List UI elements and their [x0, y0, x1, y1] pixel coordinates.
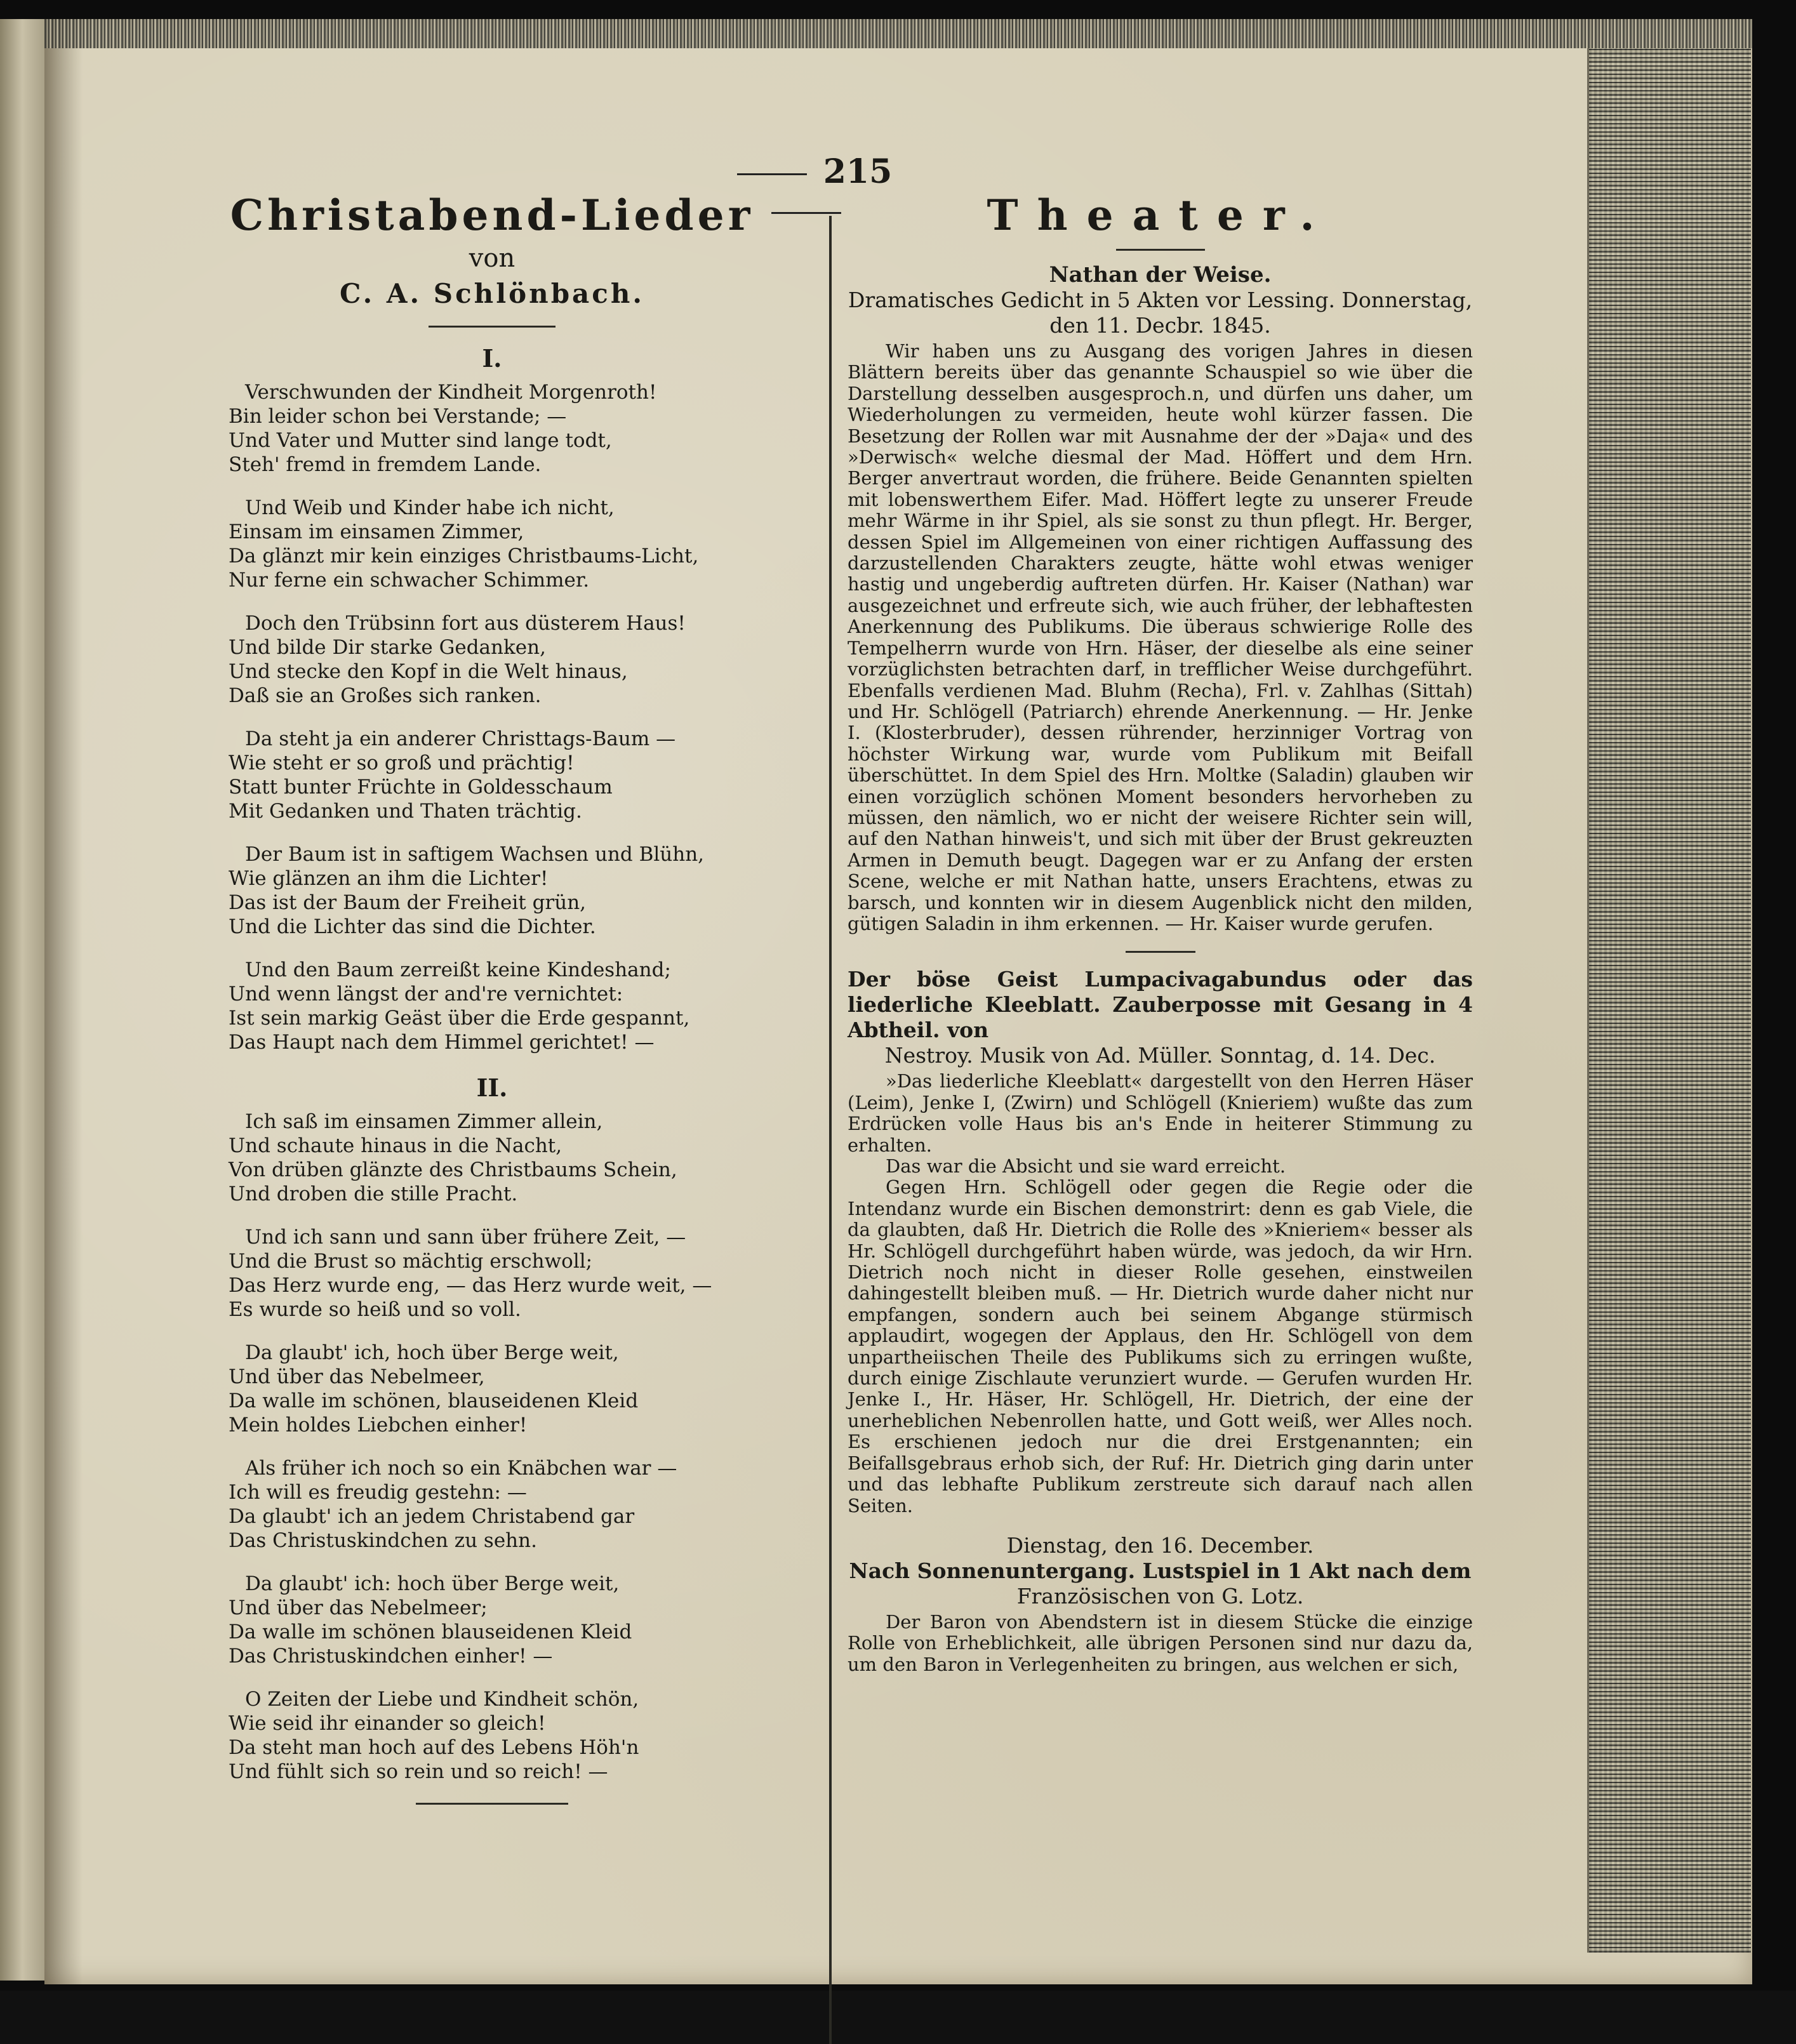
poem-verse-line: Mein holdes Liebchen einher! [229, 1414, 528, 1437]
title-rule [429, 326, 555, 328]
column-divider [829, 216, 832, 2044]
poem-end-rule [416, 1803, 568, 1805]
poem-stanza [229, 1110, 755, 1206]
review-nathan-body [848, 341, 1473, 934]
poem-verse-line: Und Weib und Kinder habe ich nicht, [245, 496, 615, 519]
poem-verse-line: Als früher ich noch so ein Knäbchen war — [245, 1457, 677, 1480]
review-sonnenuntergang [848, 1533, 1473, 1675]
review-paragraph: Gegen Hrn. Schlögell oder gegen die Regie oder die Intendanz wurde ein Bischen demonstrirt: denn es gab Viele, die da glaubten, daß Hr. Dietrich die Rolle des »Knieriem« besser als Hr. Schlögell durchgeführt haben würde, was jedoch, da wir Hrn. Dietrich noch nicht in dieser Rolle gesehen, einstweilen dahingestellt bleiben muß. — Hr. Dietrich wurde daher nicht nur empfangen, sondern auch bei seinem Abgange stürmisch applaudirt, wogegen der Applaus, den Hr. Schlögell von dem unpartheiischen Theile des Publikums sich zu erringen wußte, durch einige Zischlaute verunziert wurde. — Gerufen wurden Hr. Jenke I., Hr. Häser, Hr. Schlögell, Hr. Dietrich, der eine der unerheblichen Nebenrollen hatte, und Gott weiß, wer Alles noch. Es erschienen jedoch nur die drei Erstgenannten; ein Beifallsgebraus erhob sich, der Ruf: Hr. Dietrich ging darin unter und das lebhafte Publikum zerstreute sich darauf nach allen Seiten. [848, 1176, 1473, 1516]
review-sonnenuntergang-heading: Nach Sonnenuntergang. Lustspiel in 1 Akt nach dem [849, 1558, 1472, 1583]
poem-verse-line: Nur ferne ein schwacher Schimmer. [229, 569, 590, 592]
poem-stanza [229, 1687, 755, 1784]
poem-verse-line: Und den Baum zerreißt keine Kindeshand; [245, 959, 671, 981]
poem-verse-line: Wie seid ihr einander so gleich! [229, 1712, 546, 1735]
poem-verse-line: Das Herz wurde eng, — das Herz wurde weit, — [229, 1274, 712, 1297]
poem-verse-line: Und die Brust so mächtig erschwoll; [229, 1250, 593, 1273]
poem-verse-line: Da walle im schönen blauseidenen Kleid [229, 1621, 632, 1643]
review-lumpaci-heading-cont: Nestroy. Musik von Ad. Müller. Sonntag, d. 14. Dec. [884, 1043, 1436, 1068]
poem-section-numeral: II. [476, 1073, 508, 1102]
review-sonnenuntergang-heading-cont: Französischen von G. Lotz. [1016, 1583, 1304, 1609]
review-nathan-subtitle: Dramatisches Gedicht in 5 Akten vor Lessing. Donnerstag, [848, 288, 1473, 312]
page-number: 215 [673, 152, 940, 230]
poem-verse-line: Und über das Nebelmeer; [229, 1596, 488, 1619]
review-paragraph: Das war die Absicht und sie ward erreicht. [886, 1155, 1286, 1177]
poem-verse-line: Steh' fremd in fremdem Lande. [229, 453, 542, 476]
poem-verse-line: Das Christuskindchen zu sehn. [229, 1529, 537, 1552]
poem-title: Christabend-Lieder [230, 190, 754, 240]
poem-verse-line: Und ich sann und sann über frühere Zeit, — [245, 1226, 686, 1249]
poem-verse-line: Ist sein markig Geäst über die Erde gespannt, [229, 1007, 690, 1030]
review-sonnenuntergang-date: Dienstag, den 16. December. [1006, 1532, 1314, 1558]
theater-title: Theater. [987, 190, 1334, 240]
page-number-dash-left [737, 173, 807, 175]
review-divider [1126, 951, 1195, 953]
poem-verse-line: Das Christuskindchen einher! — [229, 1645, 553, 1668]
review-paragraph: Wir haben uns zu Ausgang des vorigen Jahres in diesen Blättern bereits über das genannte Schauspiel so wie über die Darstellung desselben ausgesproch.n, und dürfen uns daher, um Wiederholungen zu vermeiden, heute wohl kürzer fassen. Die Besetzung der Rollen war mit Ausnahme der der »Daja« und des »Derwisch« welche diesmal der Mad. Höffert und dem Hrn. Berger anvertraut worden, die frühere. Beide Genannten spielten mit lobenswerthem Eifer. Mad. Höffert legte zu unserer Freude mehr Wärme in ihr Spiel, als sie sonst zu thun pflegt. Hr. Berger, dessen Spiel im Allgemeinen von einer richtigen Auffassung des darzustellenden Charakters zeugte, hätte wohl etwas weniger hastig und ungeberdig auftreten dürfen. Hr. Kaiser (Nathan) war ausgezeichnet und erfreute sich, wie auch früher, der lebhaftesten Anerkennung des Publikums. Die überaus schwierige Rolle des Tempelherrn wurde von Hrn. Häser, der dieselbe als eine seiner vorzüglichsten betrachten darf, in trefflicher Weise durchgeführt. Ebenfalls verdienen Mad. Bluhm (Recha), Frl. v. Zahlhas (Sittah) und Hr. Schlögell (Patriarch) ehrende Anerkennung. — Hr. Jenke I. (Klosterbruder), dessen rührender, herzinniger Vortrag von höchster Wirkung war, wurde vom Publikum mit Beifall überschüttet. In dem Spiel des Hrn. Moltke (Saladin) glauben wir einen vorzüglich schönen Moment besonders hervorheben zu müssen, den nämlich, wo er nicht der weisere Richter sein will, auf den Nathan hinweis't, und sich mit über der Brust gekreuzten Armen in Demuth beugt. Dagegen war er zu Anfang der ersten Scene, welche er mit Nathan hatte, unsers Erachtens, etwas zu barsch, und konnten wir in diesem Augenblick nicht den milden, gütigen Saladin in ihm erkennen. — Hr. Kaiser wurde gerufen. [848, 340, 1473, 934]
poem-stanza [229, 380, 755, 477]
poem-stanza [229, 611, 755, 708]
poem-verse-line: O Zeiten der Liebe und Kindheit schön, [245, 1688, 639, 1711]
poem-verse-line: Wie steht er so groß und prächtig! [229, 752, 575, 774]
poem-stanza [229, 1225, 755, 1322]
poem-stanza [229, 842, 755, 939]
review-nathan-title: Nathan der Weise. [1049, 262, 1272, 288]
poem-verse-line: Und fühlt sich so rein und so reich! — [229, 1760, 608, 1783]
poem-verse-line: Einsam im einsamen Zimmer, [229, 521, 524, 543]
page-number-dash-right [771, 212, 841, 214]
poem-verse-line: Da steht ja ein anderer Christtags-Baum — [245, 727, 676, 750]
poem-verse-line: Daß sie an Großes sich ranken. [229, 684, 542, 707]
poem-verse-line: Verschwunden der Kindheit Morgenroth! [245, 381, 657, 404]
byline-von: von [469, 244, 516, 273]
poem-verse-line: Das ist der Baum der Freiheit grün, [229, 891, 587, 914]
poem-verse-line: Ich will es freudig gestehn: — [229, 1481, 527, 1504]
poem-verse-line: Es wurde so heiß und so voll. [229, 1298, 521, 1321]
review-nathan [848, 262, 1473, 934]
poem-stanza [229, 958, 755, 1054]
poem-verse-line: Doch den Trübsinn fort aus düsterem Haus! [245, 612, 686, 635]
poem-stanza [229, 1572, 755, 1668]
review-lumpaci [848, 967, 1473, 1516]
poem-verse-line: Und Vater und Mutter sind lange todt, [229, 429, 612, 452]
poem-verse-line: Und die Lichter das sind die Dichter. [229, 915, 596, 938]
poem-verse-line: Statt bunter Früchte in Goldesschaum [229, 776, 613, 799]
poem-verse-line: Da walle im schönen, blauseidenen Kleid [229, 1390, 639, 1412]
poem-verse-line: Und droben die stille Pracht. [229, 1183, 518, 1205]
poem-verse-line: Von drüben glänzte des Christbaums Schein, [229, 1158, 677, 1181]
poem-verse-line: Da glaubt' ich: hoch über Berge weit, [245, 1572, 620, 1595]
review-paragraph: »Das liederliche Kleeblatt« dargestellt von den Herren Häser (Leim), Jenke I, (Zwirn) und Schlögell (Knieriem) wußte das zum Erdrücken volle Haus bis an's Ende in heiterer Stimmung zu erhalten. [848, 1070, 1473, 1156]
review-sonnenuntergang-body [848, 1612, 1473, 1675]
poem-verse-line: Und über das Nebelmeer, [229, 1365, 485, 1388]
poem-verse-line: Bin leider schon bei Verstande; — [229, 405, 567, 428]
poem-verse-line: Ich saß im einsamen Zimmer allein, [245, 1110, 603, 1133]
poem-sections [229, 344, 755, 1784]
review-nathan-date: den 11. Decbr. 1845. [1049, 313, 1271, 338]
poem-verse-line: Wie glänzen an ihm die Lichter! [229, 867, 549, 890]
poem-verse-line: Der Baum ist in saftigem Wachsen und Blühn, [245, 843, 705, 866]
review-lumpaci-body [848, 1071, 1473, 1516]
poem-verse-line: Das Haupt nach dem Himmel gerichtet! — [229, 1031, 655, 1054]
poem-stanza [229, 727, 755, 823]
review-paragraph: Der Baron von Abendstern ist in diesem Stücke die einzige Rolle von Erheblichkeit, alle übrigen Personen sind nur dazu da, um den Baron in Verlegenheiten zu bringen, aus welchen er sich, [848, 1610, 1473, 1675]
review-lumpaci-heading: Der böse Geist Lumpacivagabundus oder das liederliche Kleeblatt. Zauberposse mit Gesang in 4 Abtheil. von [848, 967, 1473, 1043]
poem-verse-line: Und wenn längst der and're vernichtet: [229, 983, 623, 1005]
poem-verse-line: Und stecke den Kopf in die Welt hinaus, [229, 660, 628, 683]
theater-title-rule [1116, 249, 1205, 251]
poem-verse-line: Da glaubt' ich an jedem Christabend gar [229, 1505, 635, 1528]
poem-verse-line: Da glänzt mir kein einziges Christbaums-Licht, [229, 545, 699, 567]
poem-stanza [229, 1341, 755, 1437]
poem-verse-line: Da steht man hoch auf des Lebens Höh'n [229, 1736, 639, 1759]
poem-verse-line: Da glaubt' ich, hoch über Berge weit, [245, 1341, 619, 1364]
poem-stanza [229, 496, 755, 592]
poem-verse-line: Mit Gedanken und Thaten trächtig. [229, 800, 582, 823]
poem-section-numeral: I. [482, 344, 502, 373]
poem-verse-line: Und schaute hinaus in die Nacht, [229, 1134, 562, 1157]
poem-column [229, 190, 755, 1824]
poem-stanza [229, 1456, 755, 1553]
theater-column [848, 190, 1473, 1675]
poem-author: C. A. Schlönbach. [339, 278, 645, 309]
poem-verse-line: Und bilde Dir starke Gedanken, [229, 636, 546, 659]
